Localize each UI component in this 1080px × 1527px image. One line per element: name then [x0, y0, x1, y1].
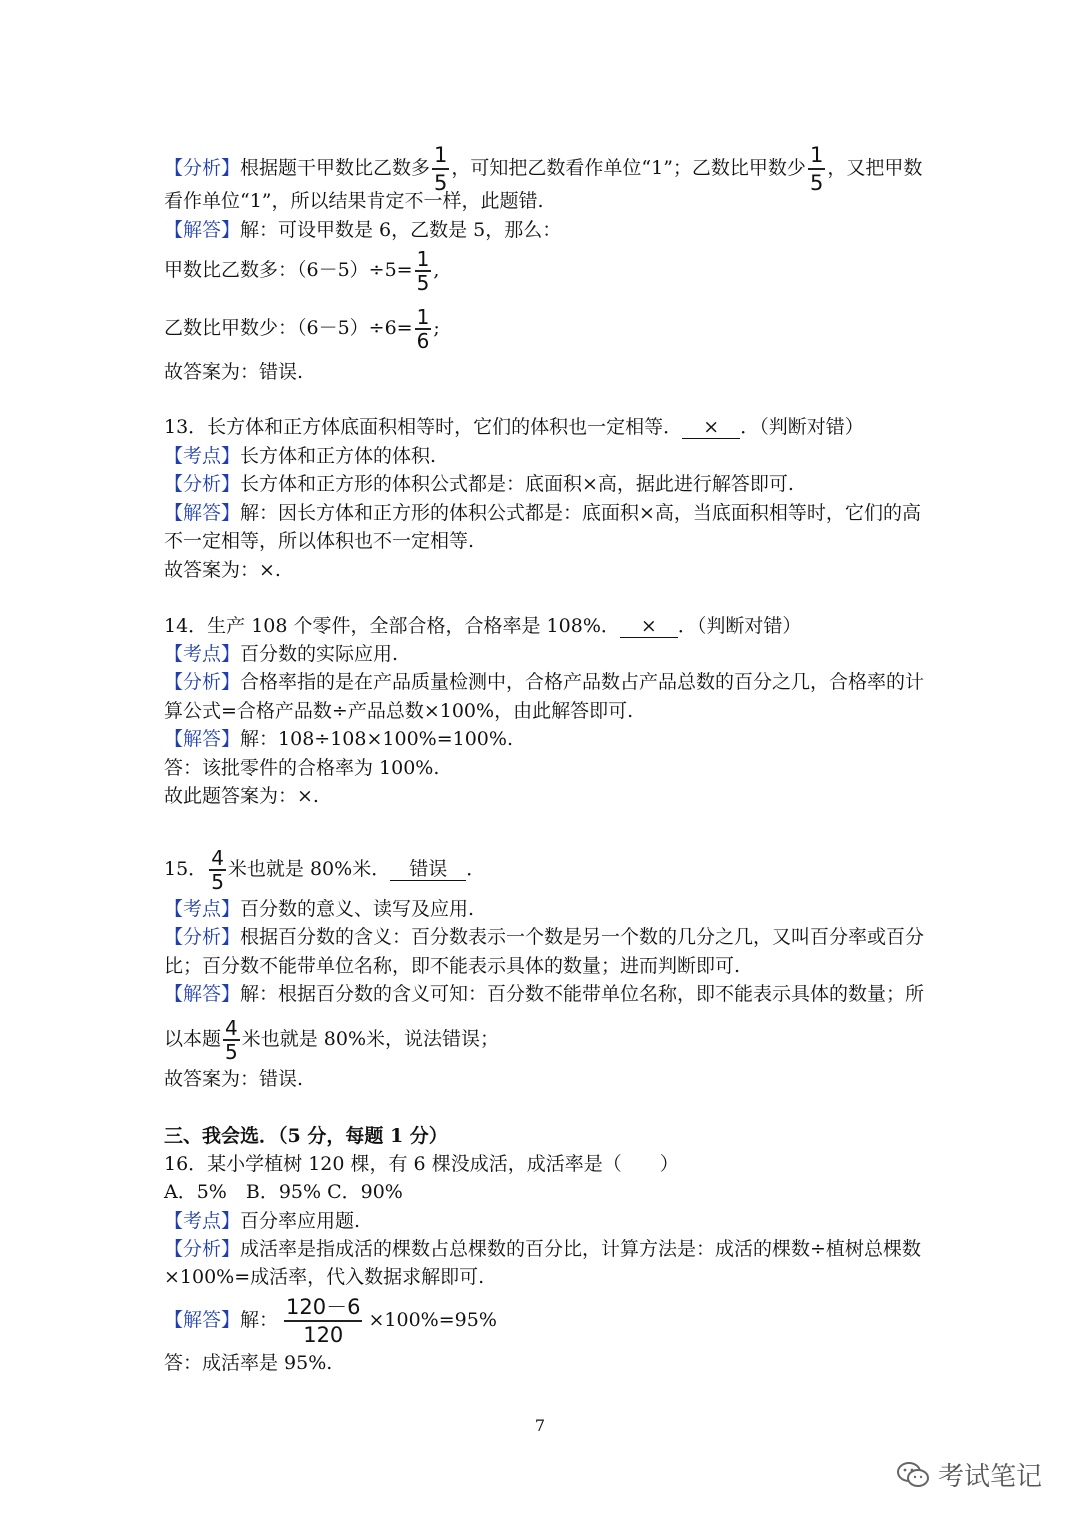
solution-tag: 【解答】 [164, 983, 241, 1005]
section-heading: 三、我会选．（5 分，每题 1 分） [164, 1125, 448, 1147]
q15-analysis: 【分析】根据百分数的含义：百分数表示一个数是另一个数的几分之几，又叫百分率或百分 [164, 926, 925, 948]
q15-kaodian: 【考点】百分数的意义、读写及应用. [164, 898, 475, 920]
q14-da: 答：该批零件的合格率为 100%. [164, 757, 440, 779]
q12-analysis-line1: 【分析】根据题干甲数比乙数多 $\frac{1}{5}$ ，可知把乙数看作单位“1”；乙数比甲数少 $\frac{1}{5}$ ，又把甲数 [164, 143, 923, 195]
answer-blank: × [620, 615, 678, 638]
q12-solution: 【解答】解：可设甲数是 6，乙数是 5，那么： [164, 219, 562, 241]
kaodian-tag: 【考点】 [164, 643, 241, 665]
analysis-tag: 【分析】 [164, 1238, 241, 1260]
q16-kaodian: 【考点】百分率应用题. [164, 1210, 361, 1232]
q12-answer: 故答案为：错误. [164, 361, 304, 383]
q15-answer: 故答案为：错误. [164, 1068, 304, 1090]
analysis-tag: 【分析】 [164, 473, 241, 495]
page-number: 7 [534, 1416, 546, 1435]
kaodian-tag: 【考点】 [164, 445, 241, 467]
analysis-tag: 【分析】 [164, 926, 241, 948]
watermark [896, 1456, 1042, 1493]
q13-kaodian: 【考点】长方体和正方体的体积. [164, 445, 437, 467]
solution-tag: 【解答】 [164, 1309, 241, 1331]
q12-calc1: 甲数比乙数多：（6－5）÷5= $\frac{1}{5}$ , [164, 247, 440, 295]
q13-solution: 【解答】解：因长方体和正方形的体积公式都是：底面积×高，当底面积相等时，它们的高 [164, 502, 921, 524]
q12-calc2: 乙数比甲数少：（6－5）÷6= $\frac{1}{6}$ ; [164, 305, 440, 353]
q14-stem: 14．生产 108 个零件，全部合格，合格率是 108%． × ．（判断对错） [164, 615, 802, 637]
q14-solution: 【解答】解：108÷108×100%=100%. [164, 728, 513, 750]
fraction: $\frac{4}{5}$ [225, 1016, 238, 1064]
fraction: $\frac{1}{5}$ [416, 247, 430, 295]
q14-kaodian: 【考点】百分数的实际应用. [164, 643, 399, 665]
fraction: $\frac{1}{5}$ [809, 143, 824, 195]
q15-solution: 【解答】解：根据百分数的含义可知：百分数不能带单位名称，即不能表示具体的数量；所 [164, 983, 925, 1005]
fraction: $\frac{4}{5}$ [211, 846, 224, 894]
q13-solution-line2: 不一定相等，所以体积也不一定相等. [164, 530, 475, 552]
q14-answer: 故此题答案为：×. [164, 785, 319, 807]
answer-blank: × [682, 416, 740, 439]
q15-stem: 15． $\frac{4}{5}$ 米也就是 80%米． 错误 ． [164, 846, 486, 894]
watermark-text: 考试笔记 [938, 1462, 1043, 1492]
q16-analysis-line2: ×100%=成活率，代入数据求解即可. [164, 1266, 485, 1288]
q16-options: A．5% B．95% C．90% [164, 1181, 403, 1203]
q15-analysis-line2: 比；百分数不能带单位名称，即不能表示具体的数量；进而判断即可. [164, 955, 741, 977]
q15-solution-line2: 以本题 $\frac{4}{5}$ 米也就是 80%米，说法错误； [164, 1016, 500, 1064]
wechat-icon [896, 1460, 930, 1490]
q16-solution: 【解答】解： $\frac{120-6}{120}$ ×100%=95% [164, 1295, 497, 1347]
fraction: $\frac{1}{5}$ [434, 143, 448, 195]
q13-analysis: 【分析】长方体和正方形的体积公式都是：底面积×高，据此进行解答即可. [164, 473, 794, 495]
q14-analysis-line2: 算公式=合格产品数÷产品总数×100%，由此解答即可. [164, 700, 634, 722]
kaodian-tag: 【考点】 [164, 1210, 241, 1232]
solution-tag: 【解答】 [164, 219, 241, 241]
q16-analysis: 【分析】成活率是指成活的棵数占总棵数的百分比，计算方法是：成活的棵数÷植树总棵数 [164, 1238, 921, 1260]
q14-analysis: 【分析】合格率指的是在产品质量检测中，合格产品数占产品总数的百分之几，合格率的计 [164, 671, 925, 693]
q12-analysis-line2: 看作单位“1”，所以结果肯定不一样，此题错. [164, 190, 544, 212]
answer-blank: 错误 [390, 858, 466, 881]
q16-stem: 16．某小学植树 120 棵，有 6 棵没成活，成活率是（ ） [164, 1153, 679, 1175]
solution-tag: 【解答】 [164, 502, 241, 524]
kaodian-tag: 【考点】 [164, 898, 241, 920]
q13-stem: 13．长方体和正方体底面积相等时，它们的体积也一定相等． × ．（判断对错） [164, 416, 864, 438]
q16-da: 答：成活率是 95%. [164, 1352, 333, 1374]
fraction: $\frac{1}{6}$ [416, 305, 430, 353]
fraction: $\frac{120-6}{120}$ [286, 1295, 361, 1347]
analysis-tag: 【分析】 [164, 157, 241, 179]
solution-tag: 【解答】 [164, 728, 241, 750]
q13-answer: 故答案为：×. [164, 559, 281, 581]
analysis-tag: 【分析】 [164, 671, 241, 693]
